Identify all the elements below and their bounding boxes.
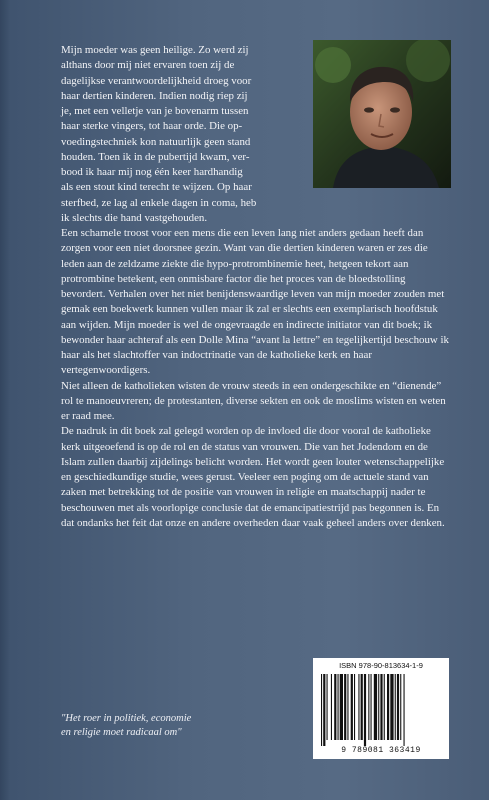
- blurb-line: bood ik haar mij nog één keer hardhandig: [61, 166, 243, 178]
- barcode-bar: [331, 674, 332, 740]
- blurb-line: haar sterke vingers, tot haar orde. Die op-: [61, 120, 243, 133]
- barcode-bar: [338, 674, 339, 740]
- barcode-bar: [340, 674, 343, 740]
- quote-line: "Het roer in politiek, economie: [61, 713, 192, 724]
- blurb-line: ik slechts die hand vastgehouden.: [61, 211, 208, 224]
- barcode-bar: [395, 674, 396, 740]
- blurb-line: althans door mij niet ervaren toen zij de: [61, 59, 235, 72]
- barcode-bar: [344, 674, 346, 740]
- barcode-bar: [404, 674, 405, 746]
- barcode-bar: [327, 674, 328, 740]
- barcode-bar: [374, 674, 377, 740]
- barcode-icon: [319, 674, 443, 746]
- barcode-bar: [380, 674, 382, 740]
- blurb-line: je, met een velletje van je bovenarm tussen: [61, 105, 249, 117]
- barcode-bar: [400, 674, 401, 740]
- barcode-bar: [361, 674, 363, 740]
- blurb-line: als een stout kind terecht te wijzen. Op haar: [61, 181, 252, 194]
- barcode-bar: [397, 674, 399, 740]
- barcode-digits: 9 789081 363419: [341, 746, 421, 755]
- barcode-bar: [351, 674, 353, 740]
- blurb-line: houden. Toen ik in de pubertijd kwam, ver-: [61, 150, 250, 163]
- barcode-bar: [378, 674, 379, 740]
- barcode-bar: [368, 674, 369, 740]
- barcode-bar: [384, 674, 385, 740]
- barcode-bar: [347, 674, 348, 740]
- barcode-bar: [390, 674, 393, 740]
- quote-line: en religie moet radicaal om": [61, 727, 182, 738]
- blurb-text: [61, 43, 451, 531]
- blurb-opening: [61, 43, 309, 226]
- blurb-line: sterfbed, ze lag al enkele dagen in coma, heb: [61, 196, 257, 209]
- back-cover-quote: [61, 712, 301, 740]
- barcode-bar: [358, 674, 359, 740]
- barcode-bar: [354, 674, 355, 740]
- barcode-bar: [321, 674, 322, 746]
- blurb-paragraph-1-continued: Een schamele troost voor een mens die een leven lang niet anders gedaan heeft dan zorgen voor een niet doorsnee gezin. Want van die dertien kinderen waren er zes die leden aan de zeldzame ziekte die hypo-protrombinemie heet, hetgeen tekort aan protrombine betekent, een onmisbare factor die het proces van de bloedstolling bevordert. Verhalen over het niet benijdenswaardige leven van mijn moeder zouden met gemak een boekwerk kunnen vullen maar ik zal er slechts een exemplarisch hoofdstuk aan wijden. Mijn moeder is wel de ongevraagde en indirecte initiator van dit boek; ik bewonder haar achteraf als een Dolle Mina “avant la lettre” en tegelijkertijd beschouw ik haar als het slachtoffer van indoctrinatie van de katholieke kerk en haar vertegenwoordigers.: [61, 227, 449, 377]
- isbn-barcode-box: [313, 658, 449, 759]
- blurb-line: dagelijkse verantwoordelijkheid droeg voor: [61, 74, 252, 87]
- barcode-bar: [334, 674, 336, 740]
- spine-shadow: [0, 0, 10, 800]
- blurb-paragraph-2: Niet alleen de katholieken wisten de vrouw steeds in een ondergeschikte en “dienende” rol te manoeuvreren; de protestanten, diverse sekten en ook de moslims wisten en weten er raad mee.: [61, 379, 446, 422]
- barcode-bar: [364, 674, 366, 746]
- isbn-label: ISBN 978-90-813634-1-9: [339, 661, 423, 670]
- blurb-line: haar dertien kinderen. Indien nodig riep zij: [61, 89, 248, 102]
- barcode-bar: [387, 674, 389, 740]
- barcode-bar: [371, 674, 372, 740]
- blurb-paragraph-3: De nadruk in dit boek zal gelegd worden op de invloed die door vooral de katholieke kerk uitgeoefend is op de rol en de status van vrouwen. Die van het Jodendom en de Islam zullen daarbij zijdelings belicht worden. Het wordt geen louter wetenschappelijke en geschiedkundige studie, wees gerust. Veeleer een poging om de actuele stand van zaken met betrekking tot de positie van vrouwen in religie en maatschappij nader te beschouwen met als voorlopige conclusie dat de emancipatiestrijd pas begonnen is. En dat ondanks het feit dat onze en andere overheden daar vaak geheel anders over denken.: [61, 425, 445, 529]
- blurb-line: Mijn moeder was geen heilige. Zo werd zij: [61, 44, 249, 56]
- blurb-line: voedingstechniek kon natuurlijk geen stand: [61, 135, 251, 148]
- barcode-bar: [323, 674, 325, 746]
